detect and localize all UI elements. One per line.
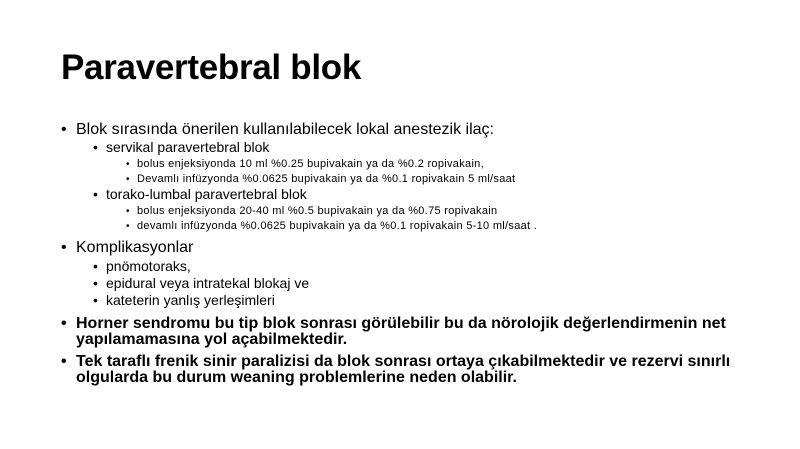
bullet-icon: • <box>93 186 98 202</box>
bullet-icon: • <box>93 139 98 155</box>
sub-sub-item-servikal-bolus <box>126 157 484 172</box>
sub-item-text: pnömotoraks, <box>106 258 191 274</box>
bullet-icon: • <box>126 174 130 185</box>
bullet-icon: • <box>61 353 67 370</box>
bullet-item-horner <box>61 315 741 348</box>
bullet-item-frenik <box>61 353 746 386</box>
bullet-text: Blok sırasında önerilen kullanılabilecek lokal anestezik ilaç: <box>76 121 494 138</box>
bullet-icon: • <box>61 239 67 256</box>
sub-sub-item-text: bolus enjeksiyonda 20-40 ml %0.5 bupivakain ya da %0.75 ropivakain <box>137 205 498 217</box>
sub-sub-item-servikal-infusion <box>126 172 516 187</box>
bullet-icon: • <box>126 206 130 217</box>
bullet-icon: • <box>93 258 98 274</box>
slide-title: Paravertebral blok <box>61 48 362 87</box>
bullet-icon: • <box>93 275 98 291</box>
bullet-item-komplikasyonlar <box>61 238 194 257</box>
sub-item-text: torako-lumbal paravertebral blok <box>106 186 307 202</box>
sub-item-servikal <box>93 139 270 156</box>
sub-item-text: servikal paravertebral blok <box>106 139 270 155</box>
sub-item-kateter <box>93 292 275 309</box>
sub-item-text: epidural veya intratekal blokaj ve <box>106 275 310 291</box>
bullet-text: Tek taraflı frenik sinir paralizisi da blok sonrası ortaya çıkabilmektedir ve rezervi sınırlı olgularda bu durum weaning problemlerine neden olabilir. <box>76 353 731 386</box>
sub-item-epidural <box>93 275 310 292</box>
bullet-icon: • <box>61 121 67 138</box>
bullet-text: Horner sendromu bu tip blok sonrası görülebilir bu da nörolojik değerlendirmenin net yapılamamasına yol açabilmektedir. <box>76 315 726 348</box>
sub-sub-item-text: bolus enjeksiyonda 10 ml %0.25 bupivakain ya da %0.2 ropivakain, <box>137 158 484 170</box>
bullet-icon: • <box>61 315 67 332</box>
sub-sub-item-torako-bolus <box>126 204 498 219</box>
bullet-icon: • <box>93 292 98 308</box>
sub-sub-item-torako-infusion <box>126 219 538 234</box>
sub-item-text: kateterin yanlış yerleşimleri <box>106 292 275 308</box>
bullet-text: Komplikasyonlar <box>76 239 194 256</box>
bullet-icon: • <box>126 221 130 232</box>
sub-sub-item-text: devamlı infüzyonda %0.0625 bupivakain ya da %0.1 ropivakain 5-10 ml/saat . <box>137 220 538 232</box>
bullet-item-anesthetic-drugs <box>61 120 494 139</box>
sub-item-pnomotoraks <box>93 258 191 275</box>
bullet-icon: • <box>126 159 130 170</box>
sub-sub-item-text: Devamlı infüzyonda %0.0625 bupivakain ya da %0.1 ropivakain 5 ml/saat <box>137 173 516 185</box>
sub-item-torako-lumbal <box>93 186 307 203</box>
